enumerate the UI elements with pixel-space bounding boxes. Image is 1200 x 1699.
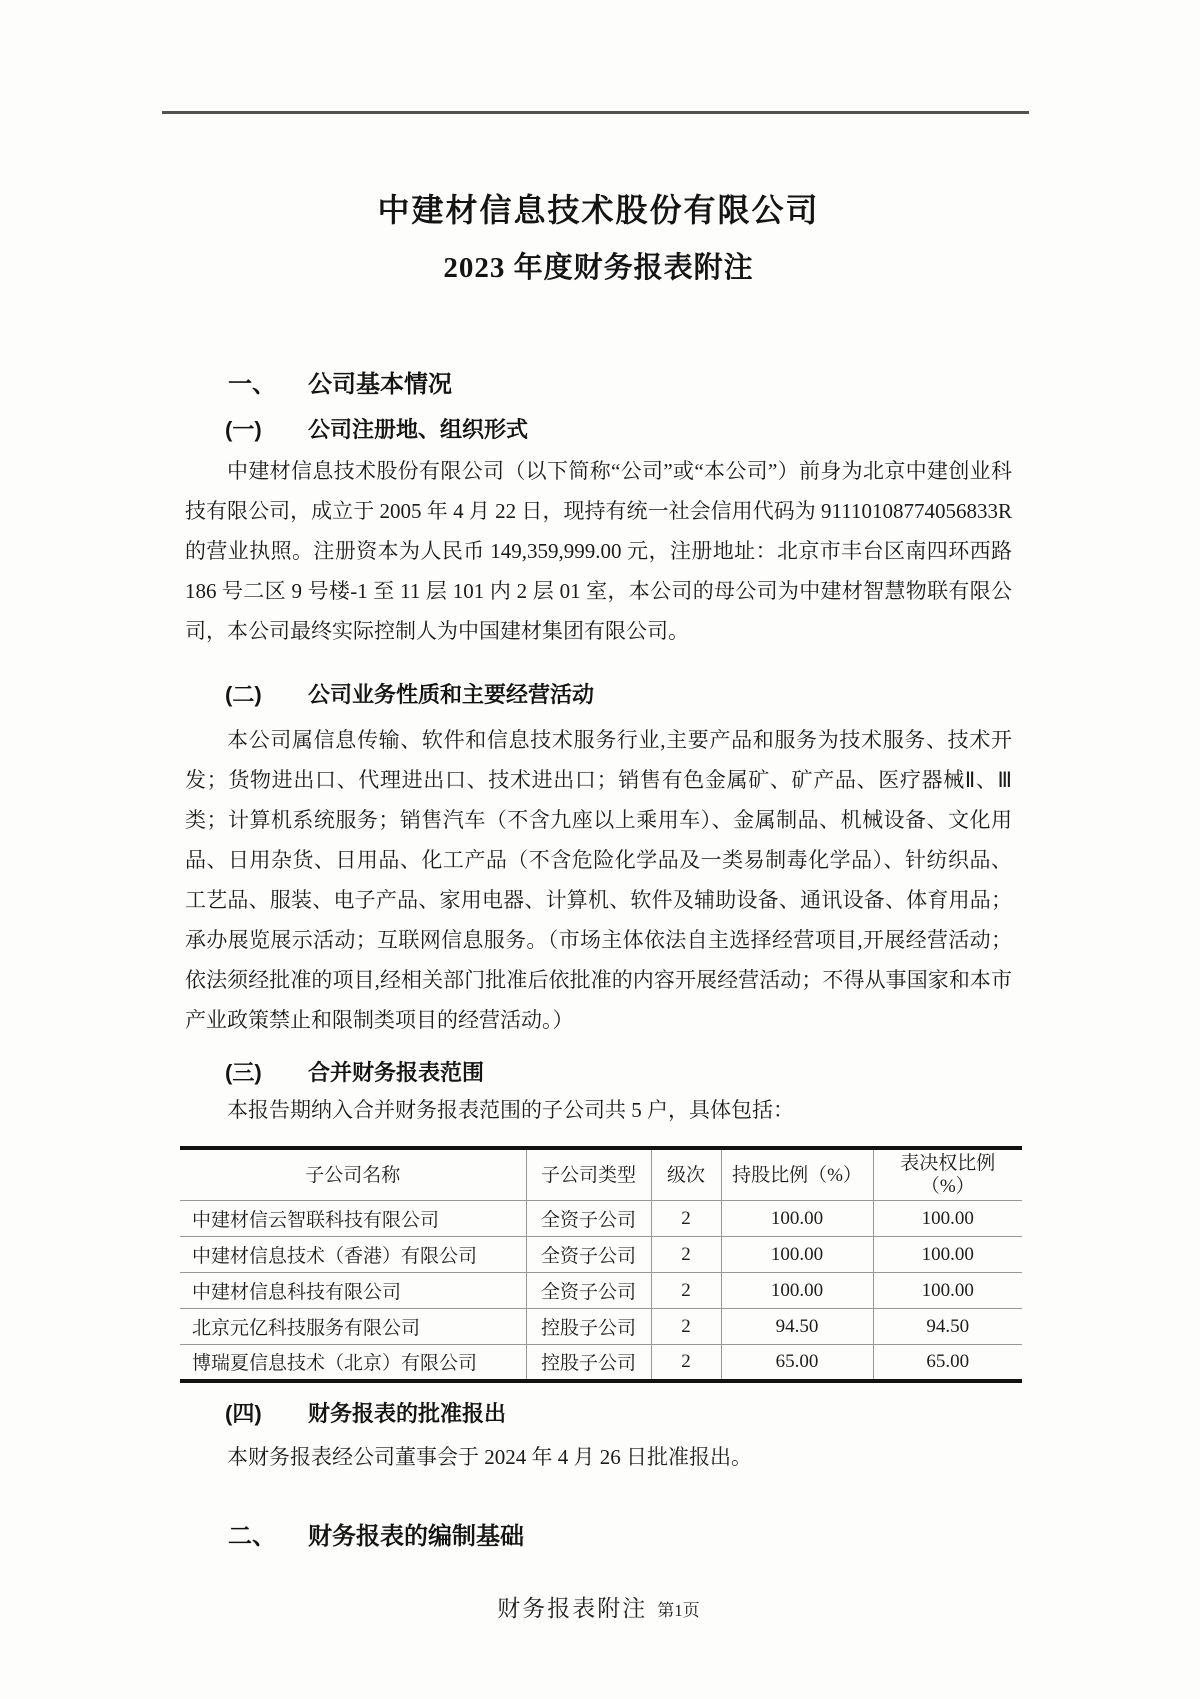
- table-cell: 中建材信息科技有限公司: [180, 1273, 526, 1309]
- table-cell: 中建材信云智联科技有限公司: [180, 1201, 526, 1237]
- section-1-heading: [185, 370, 1012, 400]
- paragraph-business-scope: 本公司属信息传输、软件和信息技术服务行业,主要产品和服务为技术服务、技术开发；货物进出口、代理进出口、技术进出口；销售有色金属矿、矿产品、医疗器械Ⅱ、Ⅲ类；计算机系统服务；销售汽车（不含九座以上乘用车）、金属制品、机械设备、文化用品、日用杂货、日用品、化工产品（不含危险化学品及一类易制毒化学品）、针纺织品、工艺品、服装、电子产品、家用电器、计算机、软件及辅助设备、通讯设备、体育用品；承办展览展示活动；互联网信息服务。（市场主体依法自主选择经营项目,开展经营活动；依法须经批准的项目,经相关部门批准后依批准的内容开展经营活动；不得从事国家和本市产业政策禁止和限制类项目的经营活动。）: [185, 728, 1012, 1032]
- table-cell: 2: [651, 1273, 721, 1309]
- paragraph-consolidation-intro: 本报告期纳入合并财务报表范围的子公司共 5 户，具体包括：: [227, 1098, 794, 1122]
- subsection-title: 财务报表的批准报出: [308, 1400, 507, 1426]
- section-2-heading: [185, 1522, 1012, 1552]
- table-cell: 65.00: [721, 1345, 873, 1381]
- table-cell: 全资子公司: [526, 1201, 651, 1237]
- table-header-cell: 持股比例（%）: [721, 1148, 873, 1201]
- table-cell: 65.00: [873, 1345, 1022, 1381]
- table-cell: 100.00: [873, 1201, 1022, 1237]
- table-cell: 94.50: [721, 1309, 873, 1345]
- subsection-1-4-heading: [185, 1399, 1012, 1429]
- table-header-cell: 级次: [651, 1148, 721, 1201]
- table-cell: 2: [651, 1309, 721, 1345]
- subsection-number: (一): [225, 417, 262, 442]
- table-cell: 全资子公司: [526, 1237, 651, 1273]
- subsection-1-3-heading: [185, 1058, 1012, 1088]
- document-subtitle: 2023 年度财务报表附注: [443, 252, 754, 284]
- table-row: [180, 1237, 1022, 1273]
- table-header-row: [180, 1148, 1022, 1201]
- table-cell: 100.00: [721, 1237, 873, 1273]
- table-cell: 控股子公司: [526, 1345, 651, 1381]
- subsection-1-1-heading: [185, 415, 1012, 445]
- table-cell: 控股子公司: [526, 1309, 651, 1345]
- paragraph-registration: 中建材信息技术股份有限公司（以下简称“公司”或“本公司”）前身为北京中建创业科技有限公司，成立于 2005 年 4 月 22 日，现持有统一社会信用代码为 91110108774056833R 的营业执照。注册资本为人民币 149,359,999.00 元，注册地址：北京市丰台区南四环西路 186 号二区 9 号楼-1 至 11 层 101 内 2 层 01 室，本公司的母公司为中建材智慧物联有限公司，本公司最终实际控制人为中国建材集团有限公司。: [185, 459, 1012, 643]
- header-rule: [162, 111, 1029, 114]
- section-title: 公司基本情况: [308, 371, 452, 398]
- footer-label: 财务报表附注: [497, 1595, 648, 1621]
- table-cell: 北京元亿科技服务有限公司: [180, 1309, 526, 1345]
- table-cell: 100.00: [721, 1201, 873, 1237]
- table-cell: 100.00: [721, 1273, 873, 1309]
- paragraph-approval: 本财务报表经公司董事会于 2024 年 4 月 26 日批准报出。: [227, 1444, 752, 1469]
- subsection-number: (四): [225, 1400, 262, 1426]
- document-title: 中建材信息技术股份有限公司: [377, 192, 820, 228]
- subsidiaries-table: [180, 1146, 1022, 1383]
- footer-page-number: 第1页: [657, 1600, 700, 1620]
- subsection-title: 公司业务性质和主要经营活动: [308, 682, 595, 707]
- subsection-1-2-heading: [185, 680, 1012, 710]
- page-footer: [185, 1590, 1012, 1623]
- section-title: 财务报表的编制基础: [308, 1522, 524, 1550]
- table-cell: 博瑞夏信息技术（北京）有限公司: [180, 1345, 526, 1381]
- table-cell: 中建材信息技术（香港）有限公司: [180, 1237, 526, 1273]
- table-row: [180, 1273, 1022, 1309]
- table-row: [180, 1345, 1022, 1381]
- subsection-number: (二): [225, 682, 262, 707]
- table-cell: 100.00: [873, 1273, 1022, 1309]
- table-cell: 2: [651, 1237, 721, 1273]
- table-header-cell: 子公司类型: [526, 1148, 651, 1201]
- table-cell: 2: [651, 1201, 721, 1237]
- section-number: 一、: [228, 371, 276, 398]
- subsection-number: (三): [225, 1060, 262, 1085]
- table-row: [180, 1201, 1022, 1237]
- table-cell: 全资子公司: [526, 1273, 651, 1309]
- subsection-title: 合并财务报表范围: [308, 1060, 485, 1085]
- table-cell: 94.50: [873, 1309, 1022, 1345]
- subsidiaries-table-body: [180, 1201, 1022, 1381]
- table-cell: 2: [651, 1345, 721, 1381]
- section-number: 二、: [228, 1522, 276, 1550]
- table-cell: 100.00: [873, 1237, 1022, 1273]
- subsection-title: 公司注册地、组织形式: [308, 417, 529, 442]
- table-row: [180, 1309, 1022, 1345]
- table-header-cell: 子公司名称: [180, 1148, 526, 1201]
- table-header-cell: 表决权比例（%）: [873, 1148, 1022, 1201]
